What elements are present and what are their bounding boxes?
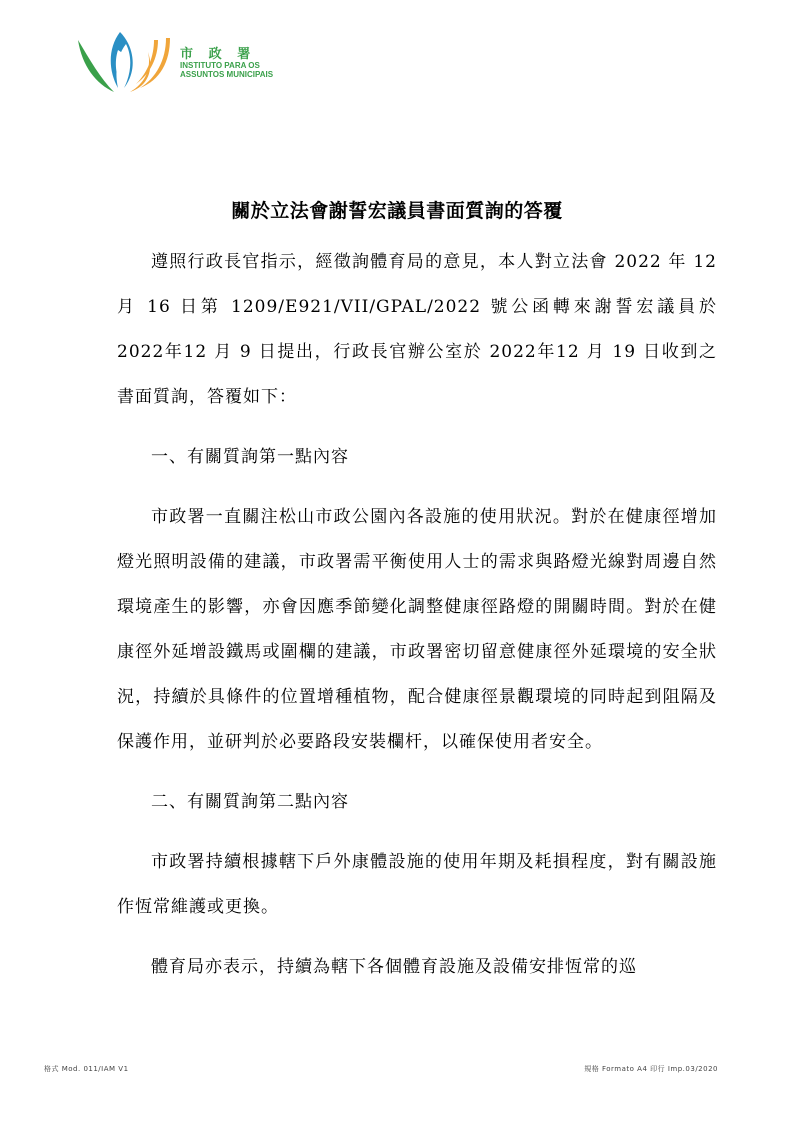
- document-title: 關於立法會謝誓宏議員書面質詢的答覆: [231, 200, 563, 222]
- org-name-pt-line1: INSTITUTO PARA OS: [180, 61, 260, 70]
- org-name-cn: 市 政 署: [180, 46, 257, 61]
- document-body: [117, 240, 717, 990]
- intro-paragraph: 遵照行政長官指示，經徵詢體育局的意見，本人對立法會 2022 年 12 月 16 日第 1209/E921/VII/GPAL/2022 號公函轉來謝誓宏議員於 2022年12 月 9 日提出，行政長官辦公室於 2022年12 月 19 日收到之書面質詢，答覆如下：: [117, 252, 717, 407]
- section2-heading: 二、有關質詢第二點內容: [151, 792, 349, 812]
- iam-emblem-icon: [74, 26, 178, 96]
- org-name: [180, 46, 273, 79]
- section2-paragraph-1: 市政署持續根據轄下戶外康體設施的使用年期及耗損程度，對有關設施作恆常維護或更換。: [117, 852, 717, 917]
- section2-paragraph-2: 體育局亦表示，持續為轄下各個體育設施及設備安排恆常的巡: [151, 957, 637, 977]
- section1-paragraph: 市政署一直關注松山市政公園內各設施的使用狀況。對於在健康徑增加燈光照明設備的建議，市政署需平衡使用人士的需求與路燈光線對周邊自然環境產生的影響，亦會因應季節變化調整健康徑路燈的開關時間。對於在健康徑外延增設鐵馬或圍欄的建議，市政署密切留意健康徑外延環境的安全狀況，持續於具條件的位置增種植物，配合健康徑景觀環境的同時起到阻隔及保護作用，並研判於必要路段安裝欄杆，以確保使用者安全。: [117, 507, 717, 752]
- section1-heading: 一、有關質詢第一點內容: [151, 447, 349, 467]
- org-logo: [74, 26, 274, 96]
- footer-form-code: 格式 Mod. 011/IAM V1: [44, 1065, 129, 1073]
- footer-format-info: 規格 Formato A4 印行 Imp.03/2020: [584, 1065, 718, 1073]
- org-name-pt-line2: ASSUNTOS MUNICIPAIS: [180, 70, 274, 79]
